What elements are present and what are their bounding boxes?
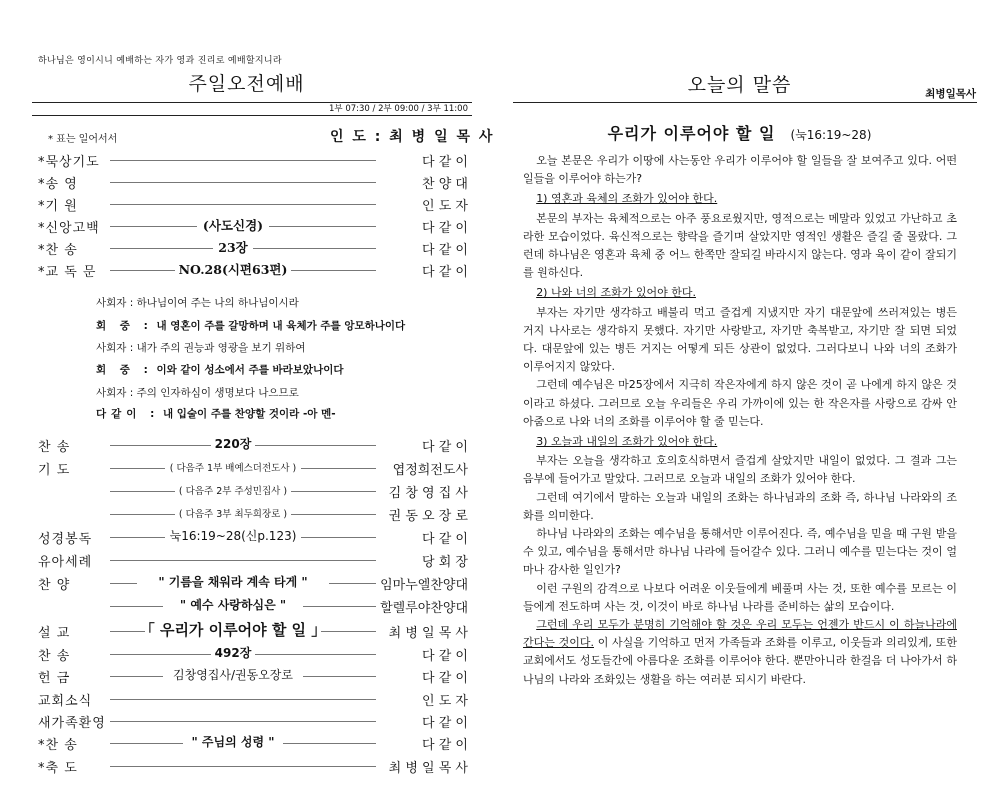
leader-line — [110, 699, 376, 700]
order-row — [38, 732, 468, 752]
order-row — [38, 549, 468, 569]
leader-line — [110, 445, 211, 446]
order-item-label: 성경봉독 — [38, 532, 93, 547]
point-heading: 3) 오늘과 내일의 조화가 있어야 한다. — [536, 435, 718, 449]
speaker: 사회자 : — [96, 297, 134, 309]
leader-line — [110, 248, 213, 249]
service-times: 1부 07:30 / 2부 09:00 / 3부 11:00 — [329, 104, 468, 114]
order-item-person: 다 같 이 — [422, 716, 468, 731]
order-row — [38, 503, 468, 523]
order-item-person: 엽정희전도사 — [392, 463, 468, 478]
order-row — [38, 755, 468, 775]
responsive-line — [96, 385, 299, 400]
leader-line — [255, 654, 376, 655]
leader-line — [253, 248, 376, 249]
order-item-label: *축 도 — [38, 761, 78, 776]
leader-line — [110, 560, 376, 561]
order-item-person: 인 도 자 — [422, 199, 468, 214]
leader-line — [110, 514, 175, 515]
order-row — [38, 480, 468, 500]
order-item-label: *교 독 문 — [38, 265, 97, 280]
reading-text: 내 영혼이 주를 갈망하며 내 육체가 주를 앙모하나이다 — [156, 320, 406, 332]
leader-line — [110, 631, 145, 632]
times-bar — [32, 102, 472, 116]
sermon-title: 우리가 이루어야 할 일 — [607, 124, 776, 143]
leader-line — [110, 606, 163, 607]
order-item-detail: 김창영집사/권동오장로 — [173, 668, 293, 682]
order-row — [38, 259, 468, 279]
responsive-line — [96, 406, 336, 421]
order-item-person: 최 병 일 목 사 — [388, 626, 468, 641]
reading-text: 하나님이여 주는 나의 하나님이시라 — [136, 297, 299, 309]
order-item-detail: " 예수 사랑하심은 " — [179, 598, 287, 612]
standing-note: * 표는 일어서서 — [48, 134, 118, 145]
leader-line — [330, 126, 494, 146]
pastor-name: 최병일목사 — [925, 88, 976, 100]
order-item-label: *찬 송 — [38, 738, 78, 753]
sermon-heading — [493, 121, 986, 144]
leader-line — [110, 676, 163, 677]
order-row — [38, 215, 468, 235]
leader-line — [110, 468, 165, 469]
order-item-detail: 220장 — [214, 437, 252, 451]
order-row — [38, 149, 468, 169]
leader-line — [301, 468, 376, 469]
leader-line — [110, 721, 376, 722]
leader-line — [110, 491, 175, 492]
point-heading: 1) 영혼과 육체의 조화가 있어야 한다. — [536, 192, 718, 206]
leader-line — [110, 226, 197, 227]
paragraph — [523, 616, 957, 689]
leader-line — [291, 270, 376, 271]
paragraph: 오늘 본문은 우리가 이땅에 사는동안 우리가 이루어야 할 일들을 잘 보여주고 있다. 어떤 일들을 이루어야 하는가? — [523, 154, 957, 186]
order-item-label: *찬 송 — [38, 243, 78, 258]
responsive-line — [96, 318, 405, 333]
order-row — [38, 595, 468, 615]
leader-line — [303, 676, 376, 677]
order-item-detail: (사도신경) — [202, 218, 264, 233]
order-item-detail: 「 우리가 이루어야 할 일 」 — [139, 621, 327, 639]
reading-text: 내 입술이 주를 찬양할 것이라 -아 멘- — [162, 408, 336, 420]
order-item-detail: " 기름을 채워라 계속 타게 " — [158, 575, 308, 589]
speaker: 회 중 : — [96, 320, 153, 332]
order-item-person: 당 회 장 — [422, 555, 468, 570]
leader-line — [291, 514, 376, 515]
leader-line — [110, 270, 175, 271]
speaker: 사회자 : — [96, 342, 134, 354]
paragraph: 그런데 예수님은 마25장에서 지극히 작은자에게 하지 않은 것이 곧 나에게 하지 않은 것이라고 하셨다. 그러므로 오늘 우리들은 우리 가까이에 있는 한 작은자를 사랑으로 감싸 안아줌으로 나와 너의 조화를 이루어야 할 줄 믿는다. — [523, 378, 957, 428]
order-item-label: 설 교 — [38, 626, 71, 641]
responsive-line — [96, 295, 299, 310]
sermon-reference: (눅16:19~28) — [790, 128, 872, 142]
word-title: 오늘의 말씀 — [687, 74, 792, 96]
service-title: 주일오전예배 — [188, 73, 305, 95]
header-rule — [513, 102, 977, 103]
order-item-label: 유아세례 — [38, 555, 93, 570]
leader-line — [110, 743, 183, 744]
order-row — [38, 526, 468, 546]
paragraph: 이런 구원의 감격으로 나보다 어려운 이웃들에게 베풀며 사는 것, 또한 예수를 모르는 이들에게 전도하며 사는 것, 이것이 바로 하나님 나라를 준비하는 삶의 모습이다. — [523, 581, 957, 613]
responsive-line — [96, 362, 344, 377]
paragraph: 본문의 부자는 육체적으로는 아주 풍요로웠지만, 영적으로는 메말라 있었고 가난하고 초라한 모습이었다. 육신적으로는 향락을 즐기며 살았지만 영적인 생활은 즐길 줄 몰랐다. 그런데 하나님은 영혼과 육체 중 어느 한쪽만 잘되길 바라시지 않는다. 영과 육이 같이 잘되기를 원하신다. — [523, 211, 957, 280]
order-item-label: 찬 송 — [38, 440, 71, 455]
speaker: 사회자 : — [96, 387, 134, 399]
order-item-person: 권 동 오 장 로 — [388, 509, 468, 524]
order-item-label: *송 영 — [38, 177, 78, 192]
order-row — [38, 643, 468, 663]
speaker: 회 중 : — [96, 364, 153, 376]
paragraph: 부자는 자기만 생각하고 배불리 먹고 즐겁게 지냈지만 자기 대문앞에 쓰러져있는 병든 거지 나사로는 생각하지 못했다. 자기만 사랑받고, 자기만 축복받고, 자기만 잘 되면 되었다. 대문앞에 있는 병든 거지는 어떻게 되든 상관이 없었다. 그러다보니 나와 너의 조화가 이루어지지 않았다. — [523, 305, 957, 374]
order-item-person: 최 병 일 목 사 — [388, 761, 468, 776]
order-item-person: 다 같 이 — [422, 243, 468, 258]
order-item-detail: ( 다음주 1부 배예스더전도사 ) — [169, 463, 297, 474]
order-row — [38, 665, 468, 685]
order-item-label: 새가족환영 — [38, 716, 106, 731]
order-item-detail: 눅16:19~28(신p.123) — [169, 529, 297, 543]
order-item-person: 다 같 이 — [422, 440, 468, 455]
order-item-person: 인 도 자 — [422, 694, 468, 709]
order-item-detail: " 주님의 성령 " — [191, 735, 275, 749]
order-item-person: 다 같 이 — [422, 265, 468, 280]
paragraph: 부자는 오늘을 생각하고 호의호식하면서 즐겁게 살았지만 내일이 없었다. 그 결과 그는 음부에 들어가고 말았다. 그러므로 오늘과 내일의 조화가 있어야 한다. — [523, 454, 957, 486]
order-row — [38, 457, 468, 477]
sermon-body — [523, 152, 957, 689]
leader-line — [110, 766, 376, 767]
order-item-person: 할렐루야찬양대 — [380, 601, 468, 616]
order-row — [38, 171, 468, 191]
speaker: 다같이 : — [96, 408, 160, 420]
order-item-detail: NO.28(시편63편) — [178, 262, 288, 277]
order-row — [38, 620, 468, 640]
leader-line — [329, 583, 376, 584]
order-item-label: 찬 송 — [38, 649, 71, 664]
leader-line — [255, 445, 376, 446]
order-item-person: 임마누엘찬양대 — [380, 578, 468, 593]
leader-line — [291, 491, 376, 492]
order-item-person: 다 같 이 — [422, 738, 468, 753]
point-heading: 2) 나와 너의 조화가 있어야 한다. — [536, 286, 696, 300]
order-item-detail: 492장 — [214, 646, 252, 660]
order-item-label: *신앙고백 — [38, 221, 100, 236]
order-row — [38, 572, 468, 592]
leader-name: 최 병 일 목 사 — [389, 129, 495, 145]
leader-line — [110, 654, 211, 655]
paragraph: 하나님 나라와의 조화는 예수님을 통해서만 이루어진다. 즉, 예수님을 믿을 때 구원 받을 수 있고, 예수님을 통해서만 하나님 나라에 들어갈수 있다. 그러니 예수를 믿는다는 것이 얼마나 감사한 일인가? — [523, 527, 957, 577]
underlined-text: 그런데 우리 모두가 분명히 기억해야 할 것은 우리 모두는 언젠가 반드시 이 하늘나라에 간다는 것이다. — [523, 618, 957, 650]
order-item-label: 헌 금 — [38, 671, 71, 686]
order-item-person: 다 같 이 — [422, 221, 468, 236]
order-item-person: 다 같 이 — [422, 671, 468, 686]
order-row — [38, 193, 468, 213]
order-item-detail: ( 다음주 3부 최두희장로 ) — [178, 509, 288, 520]
leader-line — [110, 583, 137, 584]
leader-line — [110, 182, 376, 183]
order-row — [38, 434, 468, 454]
order-item-person: 김 창 영 집 사 — [388, 486, 468, 501]
order-row — [38, 237, 468, 257]
order-item-person: 찬 양 대 — [422, 177, 468, 192]
leader-line — [303, 606, 376, 607]
order-item-person: 다 같 이 — [422, 649, 468, 664]
leader-line — [110, 204, 376, 205]
leader-line — [321, 631, 376, 632]
leader-line — [283, 743, 376, 744]
reading-text: 주의 인자하심이 생명보다 나으므로 — [136, 387, 299, 399]
leader-line — [301, 537, 376, 538]
order-item-person: 다 같 이 — [422, 532, 468, 547]
order-item-detail: ( 다음주 2부 주성민집사 ) — [178, 486, 288, 497]
motto: 하나님은 영이시니 예배하는 자가 영과 진리로 예배할지니라 — [38, 56, 282, 66]
paragraph-rest: 이 사실을 기억하고 먼저 가족들과 조화를 이루고, 이웃들과 의리있게, 또한 교회에서도 성도들간에 아름다운 조화를 이루어야 한다. 뿐만아니라 한걸음 더 나아가서 하나님의 나라와 조화있는 생활을 하는 여러분 되시기 바란다. — [523, 636, 957, 686]
order-item-label: 기 도 — [38, 463, 71, 478]
order-item-label: 찬 양 — [38, 578, 71, 593]
order-item-label: 교회소식 — [38, 694, 93, 709]
order-item-person: 다 같 이 — [422, 155, 468, 170]
leader-line — [110, 160, 376, 161]
leader-line — [110, 537, 165, 538]
responsive-line — [96, 340, 306, 355]
paragraph: 그런데 여기에서 말하는 오늘과 내일의 조화는 하나님과의 조화 즉, 하나님 나라와의 조화를 의미한다. — [523, 490, 957, 522]
order-row — [38, 688, 468, 708]
order-item-label: *묵상기도 — [38, 155, 100, 170]
reading-text: 이와 같이 성소에서 주를 바라보았나이다 — [156, 364, 344, 376]
order-row — [38, 710, 468, 730]
leader-line — [269, 226, 376, 227]
order-item-detail: 23장 — [218, 240, 248, 255]
order-item-label: *기 원 — [38, 199, 78, 214]
reading-text: 내가 주의 권능과 영광을 보기 위하여 — [136, 342, 306, 354]
leader-label: 인 도 : — [330, 129, 383, 145]
right-page — [493, 0, 986, 805]
